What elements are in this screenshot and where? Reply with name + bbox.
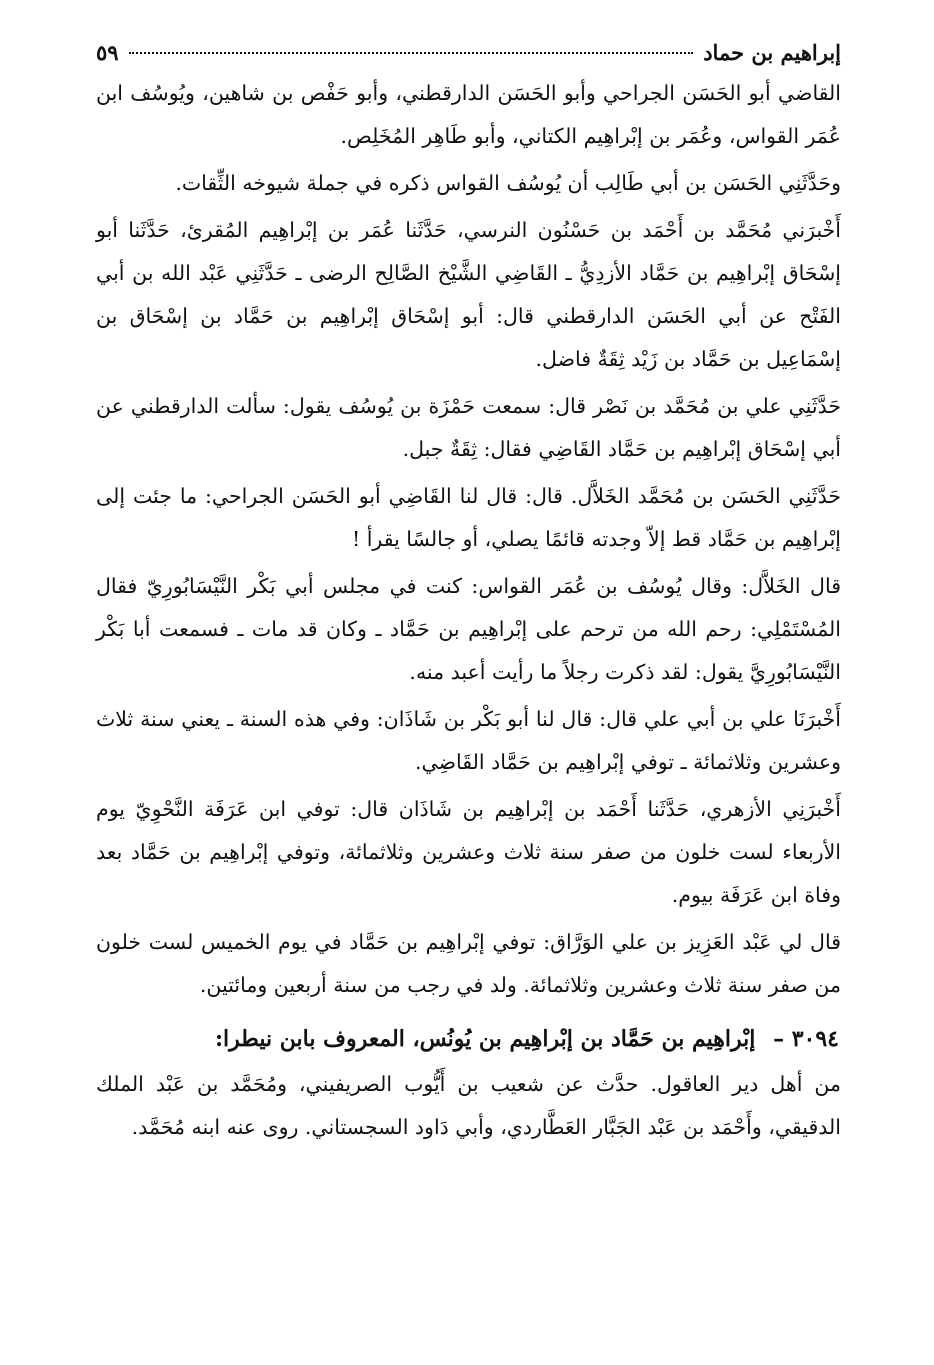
page-number: ٥٩ bbox=[96, 40, 119, 65]
paragraph: قال لي عَبْد العَزِيز بن علي الوَرَّاق: توفي إبْراهِيم بن حَمَّاد في يوم الخميس لست خلون من صفر سنة ثلاث وعشرين وثلاثمائة. ولد في رجب من سنة أربعين ومائتين. bbox=[96, 930, 841, 997]
paragraph: أَخْبرَنِي الأزهري، حَدَّثَنا أَحْمَد بن إبْراهِيم بن شَاذَان قال: توفي ابن عَرَفَة النَّحْوِيّ يوم الأربعاء لست خلون من صفر سنة ثلاث وعشرين وثلاثمائة، وتوفي إبْراهِيم بن حَمَّاد بعد وفاة ابن عَرَفَة بيوم. bbox=[96, 797, 841, 907]
running-header bbox=[96, 38, 841, 70]
paragraph: أَخْبرَنَا علي بن أبي علي قال: قال لنا أبو بَكْر بن شَاذَان: وفي هذه السنة ـ يعني سنة ثلاث وعشرين وثلاثمائة ـ توفي إبْراهِيم بن حَمَّاد القَاضِي. bbox=[96, 707, 841, 774]
body-text bbox=[96, 72, 841, 1149]
paragraph: أَخْبرَني مُحَمَّد بن أَحْمَد بن حَسْنُون النرسي، حَدَّثَنا عُمَر بن إبْراهِيم المُقرئ، حَدَّثَنا أبو إسْحَاق إبْراهِيم بن حَمَّاد الأزدِيُّ ـ القَاضِي الشَّيْخ الصَّالِح الرضى ـ حَدَّثَنِي عَبْد الله بن أبي الفَتْح عن أبي الحَسَن الدارقطني قال: أبو إسْحَاق إبْراهِيم بن حَمَّاد بن إسْحَاق بن إسْمَاعِيل بن حَمَّاد بن زَيْد ثِقَةٌ فاضل. bbox=[96, 218, 841, 371]
running-title: إبراهيم بن حماد bbox=[703, 40, 841, 65]
dotted-leader bbox=[129, 52, 694, 54]
paragraph: قال الخَلاَّل: وقال يُوسُف بن عُمَر القواس: كنت في مجلس أبي بَكْر النَّيْسَابُورِيّ فقال المُسْتَمْلِي: رحم الله من ترحم على إبْراهِيم بن حَمَّاد ـ وكان قد مات ـ فسمعت أبا بَكْر النَّيْسَابُورِيَّ يقول: لقد ذكرت رجلاً ما رأيت أعبد منه. bbox=[96, 574, 841, 684]
document-page bbox=[96, 38, 841, 1153]
paragraph: حَدَّثَنِي الحَسَن بن مُحَمَّد الخَلاَّل. قال: قال لنا القَاضِي أبو الحَسَن الجراحي: ما جئت إلى إبْراهِيم بن حَمَّاد قط إلاّ وجدته قائمًا يصلي، أو جالسًا يقرأ ! bbox=[96, 484, 841, 551]
entry-title: إبْراهِيم بن حَمَّاد بن إبْراهِيم بن يُونُس، المعروف بابن نيطرا: bbox=[214, 1026, 756, 1052]
paragraph: وحَدَّثَنِي الحَسَن بن أبي طَالِب أن يُوسُف القواس ذكره في جملة شيوخه الثِّقات. bbox=[175, 171, 841, 195]
entry-number: ٣٠٩٤ – bbox=[773, 1026, 839, 1052]
paragraph: القاضي أبو الحَسَن الجراحي وأبو الحَسَن الدارقطني، وأبو حَفْص بن شاهين، ويُوسُف ابن عُمَر القواس، وعُمَر بن إبْراهِيم الكتاني، وأبو طَاهِر المُخَلِص. bbox=[96, 81, 841, 148]
paragraph: من أهل دير العاقول. حدَّث عن شعيب بن أَيُّوب الصريفيني، ومُحَمَّد بن عَبْد الملك الدقيقي، وأَحْمَد بن عَبْد الجَبَّار العَطَّاردي، وأبي دَاود السجستاني. روى عنه ابنه مُحَمَّد. bbox=[96, 1072, 841, 1139]
paragraph: حَدَّثَنِي علي بن مُحَمَّد بن نَصْر قال: سمعت حَمْزَة بن يُوسُف يقول: سألت الدارقطني عن أبي إسْحَاق إبْراهِيم بن حَمَّاد القَاضِي فقال: ثِقَةٌ جبل. bbox=[96, 394, 841, 461]
entry-heading bbox=[96, 1017, 841, 1061]
